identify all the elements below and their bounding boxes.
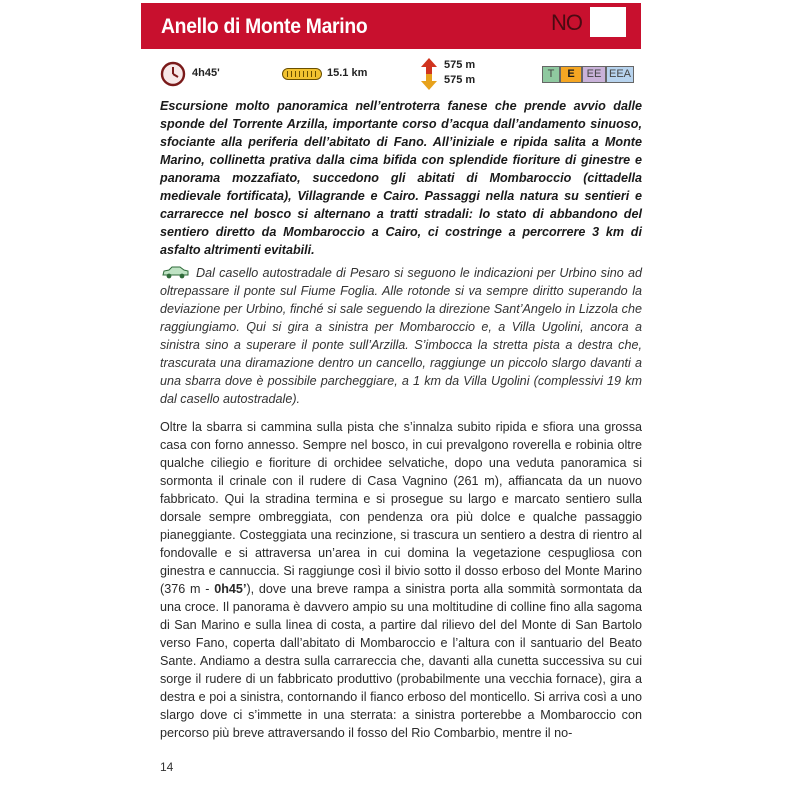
page-title: Anello di Monte Marino xyxy=(161,15,368,38)
difficulty-scale xyxy=(542,66,634,83)
difficulty-eea: EEA xyxy=(606,66,634,83)
difficulty-e-selected: E xyxy=(560,66,582,83)
difficulty-ee: EE xyxy=(582,66,606,83)
distance-value: 15.1 km xyxy=(327,67,368,79)
route-description-part2: ), dove una breve rampa a sinistra porta alla sommità sormontata da una croce. Il panorama è davvero ampio su una moltitudine di colline fino alla sagoma di San Marino e sulla linea di costa, a partire dal rilievo del del Monte di San Bartolo verso Fano, coperta dall’abitato di Mombaroccio e l’altura con il santuario del Beato Sante. Andiamo a destra sulla carrareccia che, davanti alla cunetta successiva su cui sorge il rudere di un fabbricato produttivo (probabilmente una vecchia fornace), gira a destra e poi a sinistra, contornando il fianco erboso del monticello. Si arriva così a uno slargo dove ci s’immette in una sterrata: a sinistra porterebbe a Mombaroccio con percorso più breve attraversando il fosso del Rio Combarbio, mentre il no- xyxy=(160,582,643,740)
approach-text: Dal casello autostradale di Pesaro si seguono le indicazioni per Urbino sino ad oltrepassare il ponte sul Fiume Foglia. Alle rotonde si va sempre diritto superando la deviazione per Urbino, finché si sale seguendo la direzione Sant’Angelo in Lizzola che raggiungiamo. Qui si gira a sinistra per Mombaroccio e, a Villa Ugolini, ancora a sinistra sino a superare il ponte sull’Arzilla. S’imbocca la stretta pista a destra che, trascurata una diramazione dentro un cancello, raggiunge un piccolo slargo davanti a una sbarra dove è possibile parcheggiare, a 1 km da Villa Ugolini (complessivi 19 km dal casello autostradale). xyxy=(160,266,642,406)
car-icon xyxy=(160,265,190,279)
intro-paragraph: Escursione molto panoramica nell’entroterra fanese che prende avvio dalle sponde del Torrente Arzilla, importante corso d’acqua dall’andamento sinuoso, sfociante alla periferia dell’abitato di Fano. All’iniziale e ripida salita a Monte Marino, collinetta prativa dalla cima bifida con splendide fioriture di ginestre e panorama mozzafiato, succedono gli abitati di Mombaroccio (cittadella medievale fortificata), Villagrande e Cairo. Passaggi nella natura su sentieri e carrarecce nel bosco si alternano a tratti stradali: lo stato di abbandono del sentiero diretto da Mombaroccio a Cairo, ci costringe a percorrere 3 km di asfalto altrimenti evitabili. xyxy=(160,99,642,257)
difficulty-t: T xyxy=(542,66,560,83)
ascent-value: 575 m xyxy=(444,59,476,71)
route-code-label: NO xyxy=(551,10,582,35)
ruler-icon xyxy=(282,68,322,80)
route-description-part1: Oltre la sbarra si cammina sulla pista che s’innalza subito ripida e sfiora una grossa casa con forno annesso. Sempre nel bosco, in cui prevalgono roverella e robinia oltre qualche ciliegio e fioriture di orchidee selvatiche, dopo una veduta panoramica si sormonta il crinale con il rudere di Casa Vagnino (261 m), affiancata da un nuovo fabbricato. Qui la stradina termina e si prosegue su largo e marcato sentiero sulla dorsale sempre ombreggiata, con pendenza ora più dolce e qualche passaggio pianeggiante. Costeggiata una recinzione, si trascura un sentiero a destra di rientro al fondovalle e si attraversa un’area in cui domina la vegetazione cespugliosa con ginestra e cannuccia. Si raggiunge così il bivio sotto il dosso erboso del Monte Marino (376 m - xyxy=(160,420,642,596)
up-down-arrows-icon xyxy=(420,58,438,90)
time-mark: 0h45’ xyxy=(214,582,247,596)
descent-value: 575 m xyxy=(444,74,476,86)
route-code-box xyxy=(590,7,626,37)
page-number: 14 xyxy=(160,760,174,774)
duration-value: 4h45' xyxy=(192,67,220,79)
approach-paragraph xyxy=(160,264,642,408)
clock-icon xyxy=(160,61,186,87)
route-description xyxy=(160,418,642,742)
